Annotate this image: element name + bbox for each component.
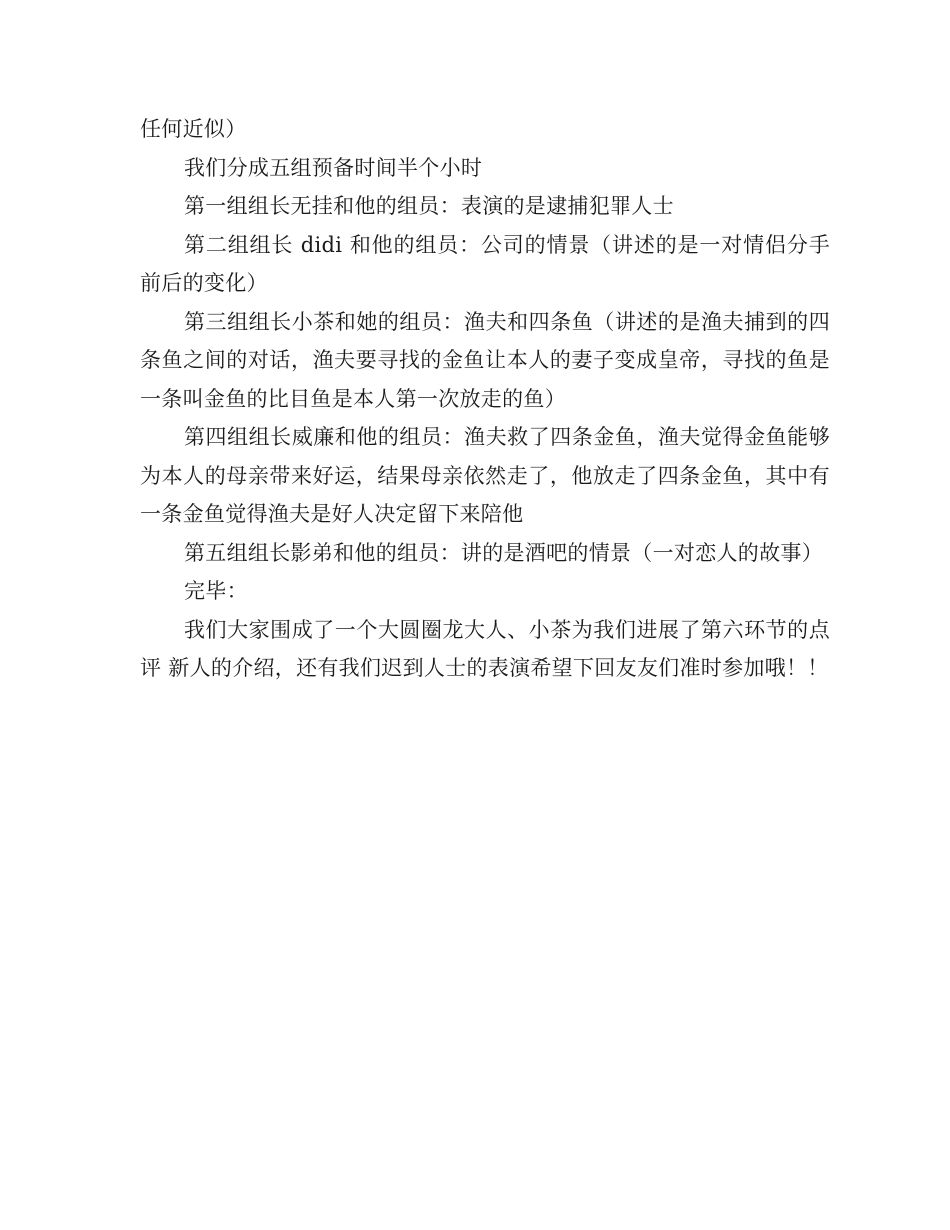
document-body xyxy=(140,110,830,688)
paragraph-preparation: 我们分成五组预备时间半个小时 xyxy=(184,155,483,180)
paragraph-group-3: 第三组组长小茶和她的组员：渔夫和四条鱼（讲述的是渔夫捕到的四条鱼之间的对话，渔夫要寻找的金鱼让本人的妻子变成皇帝，寻找的鱼是一条叫金鱼的比目鱼是本人第一次放走的鱼） xyxy=(140,309,830,411)
paragraph-group-1: 第一组组长无挂和他的组员：表演的是逮捕犯罪人士 xyxy=(184,194,674,218)
paragraph-group-2: 第二组组长 didi 和他的组员：公司的情景（讲述的是一对情侣分手前后的变化） xyxy=(140,232,830,295)
paragraph-continuation: 任何近似） xyxy=(140,117,247,141)
paragraph-finished: 完毕： xyxy=(184,579,248,603)
paragraph-closing: 我们大家围成了一个大圆圈龙大人、小茶为我们进展了第六环节的点评 新人的介绍，还有我们迟到人士的表演希望下回友友们准时参加哦！！ xyxy=(140,617,830,680)
paragraph-group-5: 第五组组长影弟和他的组员：讲的是酒吧的情景（一对恋人的故事） xyxy=(184,540,823,565)
paragraph-group-4: 第四组组长威廉和他的组员：渔夫救了四条金鱼，渔夫觉得金鱼能够为本人的母亲带来好运，结果母亲依然走了，他放走了四条金鱼，其中有一条金鱼觉得渔夫是好人决定留下来陪他 xyxy=(140,425,830,526)
